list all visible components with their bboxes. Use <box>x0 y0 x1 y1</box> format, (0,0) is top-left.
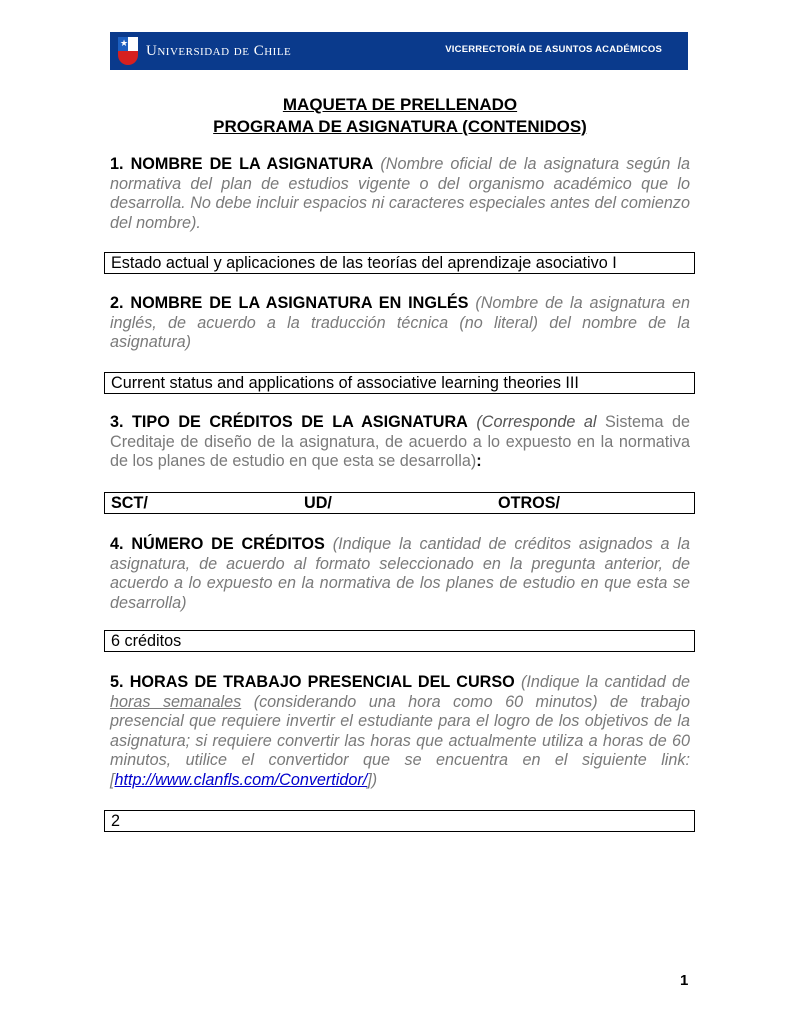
credit-type-ud: UD/ <box>304 494 332 512</box>
section-4-heading: 4. NÚMERO DE CRÉDITOS <box>110 535 325 553</box>
section-3-instruction-a: (Corresponde al <box>476 413 597 431</box>
credit-type-otros: OTROS/ <box>498 494 561 512</box>
section-1-instruction: (Nombre oficial de la asignatura según la normativa del plan de estudios vigente o del organismo académico que lo desarrolla. No debe incluir espacios ni caracteres especiales antes del comienzo del nombre). <box>110 155 690 232</box>
credit-type-field[interactable] <box>104 492 695 514</box>
section-4-instruction: (Indique la cantidad de créditos asignados a la asignatura, de acuerdo al formato seleccionado en la pregunta anterior, de acuerdo a lo expuesto en la normativa de los planes de estudio en que esta se desarrolla) <box>110 535 691 612</box>
contact-hours-field[interactable]: 2 <box>104 810 695 832</box>
section-1-description <box>110 155 690 233</box>
section-2-instruction: (Nombre de la asignatura en inglés, de acuerdo a la traducción técnica (no literal) del nombre de la asignatura) <box>110 294 691 351</box>
university-name: Universidad de Chile <box>146 42 292 59</box>
credit-type-sct: SCT/ <box>111 494 148 512</box>
course-name-english-field[interactable]: Current status and applications of associative learning theories III <box>104 372 695 394</box>
university-crest-icon: ★ <box>118 37 138 65</box>
document-title-line2: PROGRAMA DE ASIGNATURA (CONTENIDOS) <box>213 117 587 136</box>
section-5-instruction-c: ]) <box>367 770 378 789</box>
section-5-heading: 5. HORAS DE TRABAJO PRESENCIAL DEL CURSO <box>110 673 515 691</box>
section-3-description <box>110 413 690 472</box>
section-5-description <box>110 673 690 790</box>
credits-number-field[interactable]: 6 créditos <box>104 630 695 652</box>
course-name-field[interactable]: Estado actual y aplicaciones de las teorías del aprendizaje asociativo I <box>104 252 695 274</box>
page-number: 1 <box>680 972 689 989</box>
converter-link[interactable]: http://www.clanfls.com/Convertidor/ <box>114 770 368 789</box>
section-5-instruction-underlined: horas semanales <box>110 692 242 711</box>
section-3-heading: 3. TIPO DE CRÉDITOS DE LA ASIGNATURA <box>110 413 468 431</box>
section-3-colon: : <box>476 452 482 470</box>
department-name: VICERRECTORÍA DE ASUNTOS ACADÉMICOS <box>445 44 662 55</box>
section-5-instruction-a: (Indique la cantidad de <box>520 673 690 691</box>
section-2-description <box>110 294 690 353</box>
header-banner <box>110 32 688 70</box>
section-3-instruction-b: Sistema de Creditaje de diseño de la asignatura, de acuerdo a lo expuesto en la normativa de los planes de estudio en que esta se desarrolla) <box>110 413 691 470</box>
document-title-line1: MAQUETA DE PRELLENADO <box>282 95 518 114</box>
section-1-heading: 1. NOMBRE DE LA ASIGNATURA <box>110 155 374 173</box>
section-4-description <box>110 535 690 613</box>
section-5-instruction-b: (considerando una hora como 60 minutos) de trabajo presencial que requiere invertir el estudiante para el logro de los objetivos de la asignatura; si requiere convertir las horas que actualmente utiliza a horas de 60 minutos, utilice el convertidor que se encuentra en el siguiente link: [ <box>110 692 690 789</box>
section-2-heading: 2. NOMBRE DE LA ASIGNATURA EN INGLÉS <box>110 294 469 312</box>
